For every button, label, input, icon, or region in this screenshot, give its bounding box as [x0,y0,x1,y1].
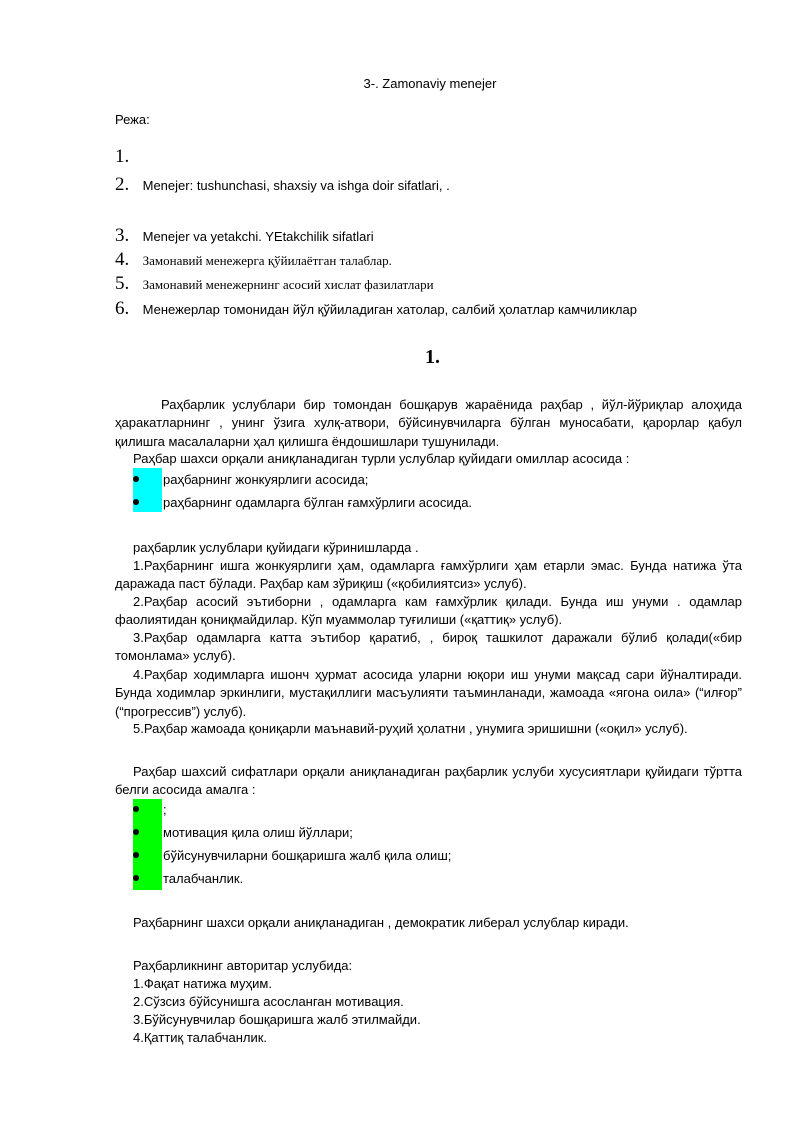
bullet-icon [133,875,139,881]
styles-lead: раҳбарлик услублари қуйидаги кўринишларда . [133,540,419,555]
plan-item-number: 3. [115,225,130,246]
plan-item-number: 4. [115,249,130,270]
list-item: ; [163,802,167,817]
authoritarian-lead: Раҳбарликнинг авторитар услубида: [133,958,353,973]
style-paragraph: 4.Раҳбар ходимларга ишонч ҳурмат асосида уларни юқори иш унуми мақсад сари йўналтиради. Бунда ходимлар эркинлиги, мустақиллиги масъулияти таъминланади, жамоада «ягона оила» (“илғор” (“прогрессив”) услуб). [115,667,742,719]
plan-item [115,146,139,168]
list-item: талабчанлик. [163,871,244,886]
list-item: мотивация қила олиш йўллари; [163,825,353,840]
traits-lead: Раҳбар шахсий сифатлари орқали аниқланадиган раҳбарлик услуби хусусиятлари қуйидаги тўртта белги асосида амалга : [115,764,742,798]
list-item: 2.Сўзсиз бўйсунишга асосланган мотивация. [133,994,404,1009]
plan-item [115,298,637,320]
list-item: раҳбарнинг одамларга бўлган ғамхўрлиги асосида. [163,495,473,510]
list-item: 4.Қаттиқ талабчанлик. [133,1030,268,1045]
list-item: раҳбарнинг жонкуярлиги асосида; [163,472,369,487]
plan-item-text: Менежерлар томонидан йўл қўйиладиган хатолар, салбий ҳолатлар камчиликлар [142,302,637,317]
bullet-icon [133,852,139,858]
plan-item-text: Menejer: tushunchasi, shaxsiy va ishga doir sifatlari, . [142,178,450,193]
intro-paragraph: Раҳбарлик услублари бир томондан бошқарув жараёнида раҳбар , йўл-йўриқлар алоҳида ҳаракатларнинг , унинг ўзига хулқ-атвори, бўйсинувчиларга бўлган муносабати, қарорлар қабул қилишга масалаларни ҳал қилишга ёндошишлари тушунилади. [115,397,742,449]
bullet-icon [133,476,139,482]
plan-item [115,273,434,295]
plan-label: Режа: [115,112,150,127]
plan-item-number: 1. [115,146,130,167]
bullet-highlight [133,468,162,512]
bullet-icon [133,499,139,505]
style-paragraph: 1.Раҳбарнинг ишга жонкуярлиги ҳам, одамларга ғамхўрлиги ҳам етарли эмас. Бунда натижа ўта даражада паст бўлади. Раҳбар кам зўриқиш («қобилиятсиз» услуб). [115,558,742,592]
plan-item [115,225,374,247]
list-item: 3.Бўйсунувчилар бошқаришга жалб этилмайди. [133,1012,421,1027]
plan-item-number: 5. [115,273,130,294]
plan-item-text: Замонавий менежерга қўйилаётган талаблар. [142,253,392,268]
list-item: бўйсунувчиларни бошқаришга жалб қила олиш; [163,848,452,863]
plan-item-text: Menejer va yetakchi. YEtakchilik sifatlari [142,229,374,244]
plan-item-number: 6. [115,298,130,319]
plan-item [115,174,450,196]
list-item: 1.Фақат натижа муҳим. [133,976,272,991]
style-paragraph: 3.Раҳбар одамларга катта эътибор қаратиб, , бироқ ташкилот даражали бўлиб қолади(«бир томонлама» услуб). [115,630,742,664]
democratic-line: Раҳбарнинг шахси орқали аниқланадиган , демократик либерал услублар киради. [133,915,629,930]
plan-item-text: Замонавий менежернинг асосий хислат фазилатлари [142,277,434,292]
factors-lead: Раҳбар шахси орқали аниқланадиган турли услублар қуйидаги омиллар асосида : [133,451,630,466]
bullet-icon [133,829,139,835]
plan-item-number: 2. [115,174,130,195]
document-title: 3-. Zamonaviy menejer [363,76,497,91]
bullet-icon [133,806,139,812]
plan-item [115,249,392,271]
style-paragraph: 5.Раҳбар жамоада қониқарли маънавий-руҳий ҳолатни , унумига эришишни («оқил» услуб). [133,721,688,736]
section-heading: 1. [425,346,440,368]
style-paragraph: 2.Раҳбар асосий эътиборни , одамларга кам ғамхўрлик қилади. Бунда иш унуми . одамлар фаолиятидан қониқмайдилар. Кўп муаммолар туғилиши («қаттиқ» услуб). [115,594,742,628]
